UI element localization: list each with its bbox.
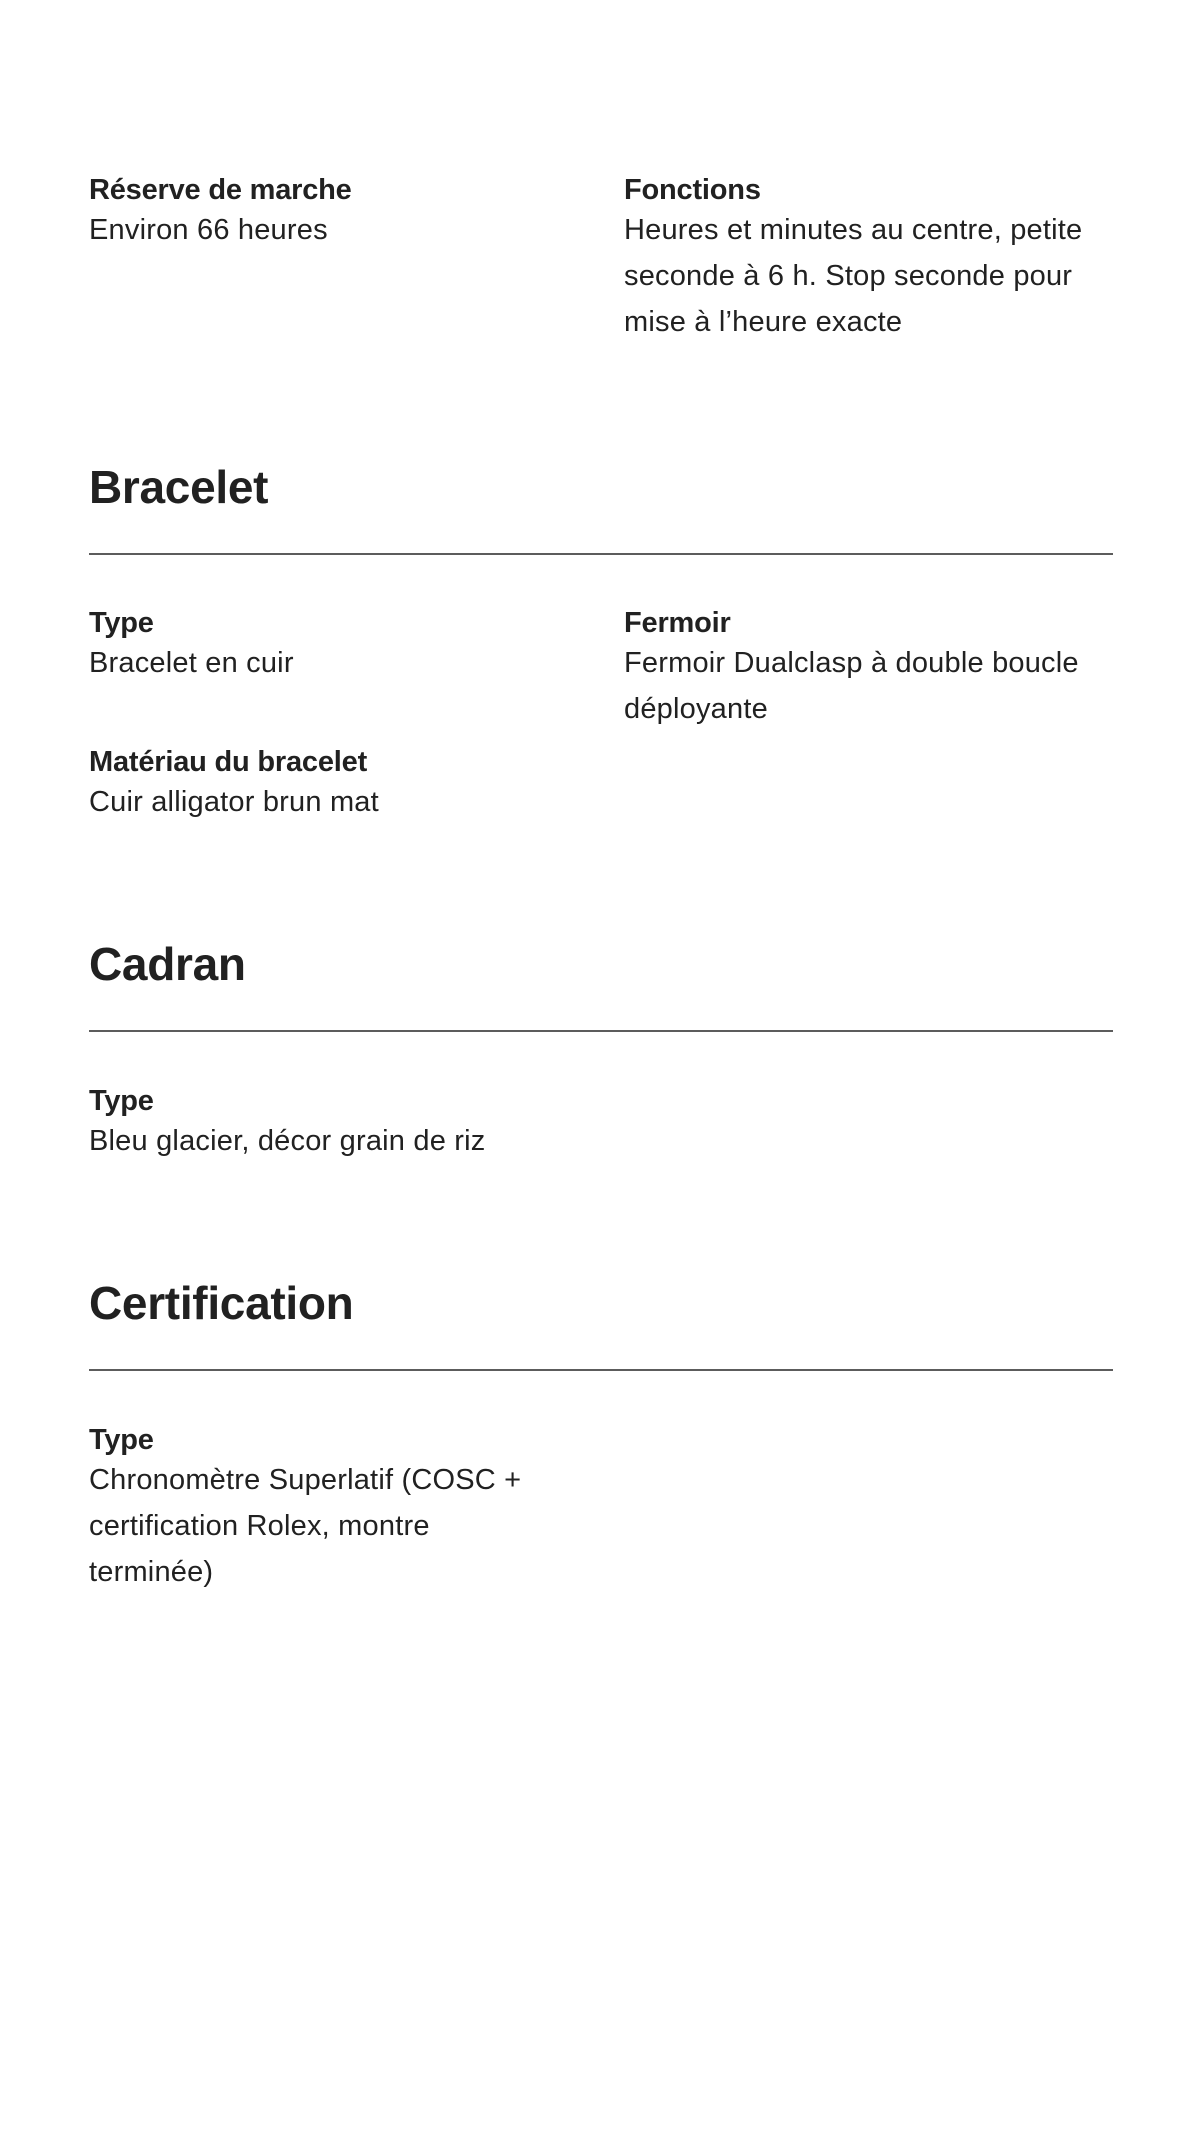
spec-label: Type [89, 1085, 154, 1117]
section-title-bracelet: Bracelet [89, 461, 269, 513]
watch-specifications [89, 0, 1113, 2133]
spec-value: Heures et minutes au centre, petite seconde à 6 h. Stop seconde pour mise à l’heure exacte [624, 214, 1083, 338]
spec-label: Réserve de marche [89, 174, 352, 206]
section-divider [89, 1030, 1113, 1032]
spec-label: Type [89, 607, 154, 639]
spec-label: Matériau du bracelet [89, 746, 368, 778]
spec-power-reserve [89, 173, 559, 253]
spec-clasp [624, 606, 1113, 732]
spec-bracelet-type [89, 606, 559, 686]
section-title-dial: Cadran [89, 938, 246, 990]
spec-value: Chronomètre Superlatif (COSC + certification Rolex, montre terminée) [89, 1464, 522, 1588]
spec-certification-type [89, 1423, 559, 1595]
spec-value: Fermoir Dualclasp à double boucle déployante [624, 647, 1079, 725]
spec-bracelet-material [89, 745, 559, 825]
spec-dial-type [89, 1084, 559, 1164]
spec-value: Cuir alligator brun mat [89, 786, 379, 818]
section-divider [89, 1369, 1113, 1371]
section-divider [89, 553, 1113, 555]
spec-label: Fermoir [624, 607, 731, 639]
spec-value: Bleu glacier, décor grain de riz [89, 1125, 486, 1157]
spec-label: Fonctions [624, 174, 761, 206]
spec-value: Bracelet en cuir [89, 647, 294, 679]
spec-functions [624, 173, 1113, 345]
spec-label: Type [89, 1424, 154, 1456]
spec-value: Environ 66 heures [89, 214, 328, 246]
section-title-certification: Certification [89, 1277, 354, 1329]
